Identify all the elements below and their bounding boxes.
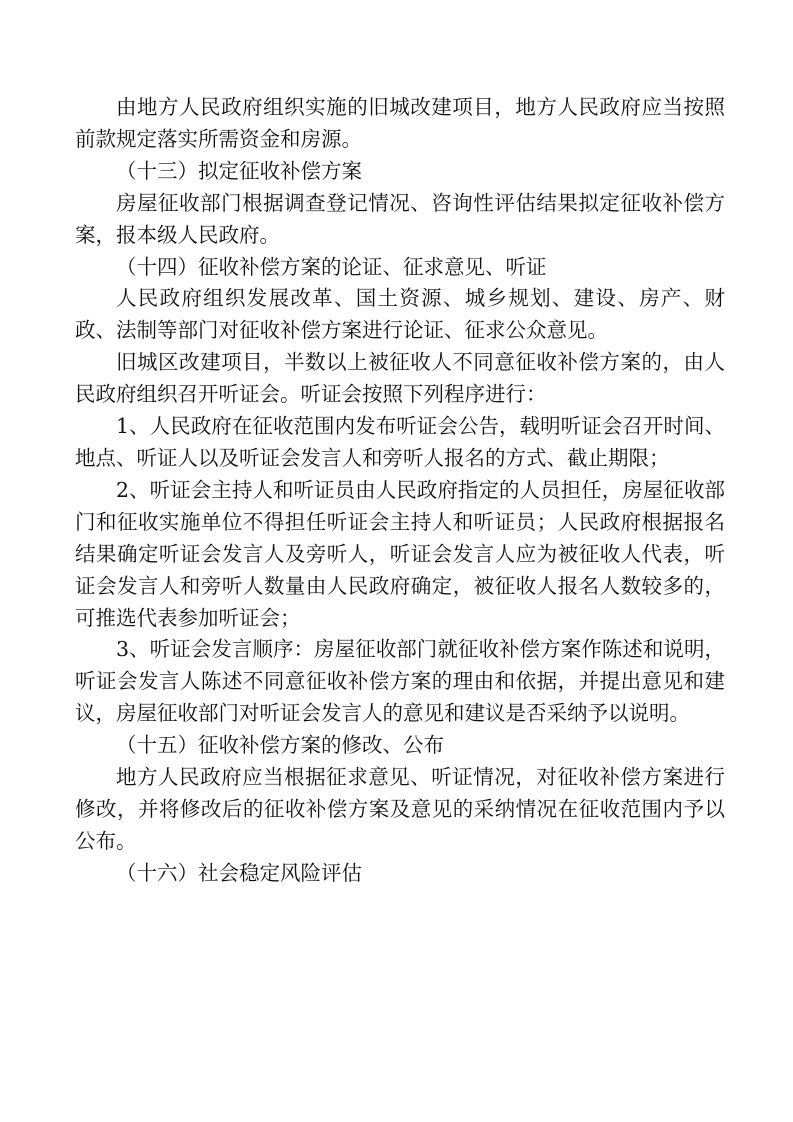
paragraph-hearing-step-1: 1、人民政府在征收范围内发布听证会公告，载明听证会召开时间、地点、听证人以及听证会发言人和旁听人报名的方式、截止期限； bbox=[75, 414, 725, 470]
paragraph-plan-review: 人民政府组织发展改革、国土资源、城乡规划、建设、房产、财政、法制等部门对征收补偿方案进行论证、征求公众意见。 bbox=[75, 286, 725, 343]
section-heading-16: （十六）社会稳定风险评估 bbox=[116, 860, 362, 885]
section-heading-15: （十五）征收补偿方案的修改、公布 bbox=[116, 733, 444, 758]
paragraph-plan-publication: 地方人民政府应当根据征求意见、听证情况，对征收补偿方案进行修改，并将修改后的征收补偿方案及意见的采纳情况在征收范围内予以公布。 bbox=[75, 765, 725, 853]
section-heading-14: （十四）征收补偿方案的论证、征求意见、听证 bbox=[116, 254, 547, 279]
paragraph-draft-plan: 房屋征收部门根据调查登记情况、咨询性评估结果拟定征收补偿方案，报本级人民政府。 bbox=[75, 190, 725, 247]
document-body bbox=[75, 92, 725, 890]
section-heading-13: （十三）拟定征收补偿方案 bbox=[116, 158, 362, 183]
paragraph-hearing-step-2: 2、听证会主持人和听证员由人民政府指定的人员担任，房屋征收部门和征收实施单位不得担任听证会主持人和听证员；人民政府根据报名结果确定听证会发言人及旁听人，听证会发言人应为被征收人代表，听证会发言人和旁听人数量由人民政府确定，被征收人报名人数较多的，可推选代表参加听证会； bbox=[75, 477, 725, 630]
paragraph-old-city-funding: 由地方人民政府组织实施的旧城改建项目，地方人民政府应当按照前款规定落实所需资金和房源。 bbox=[75, 95, 725, 151]
paragraph-hearing-step-3: 3、听证会发言顺序：房屋征收部门就征收补偿方案作陈述和说明，听证会发言人陈述不同意征收补偿方案的理由和依据，并提出意见和建议，房屋征收部门对听证会发言人的意见和建议是否采纳予以说明。 bbox=[75, 637, 725, 726]
paragraph-hearing-trigger: 旧城区改建项目，半数以上被征收人不同意征收补偿方案的，由人民政府组织召开听证会。听证会按照下列程序进行： bbox=[75, 350, 725, 407]
